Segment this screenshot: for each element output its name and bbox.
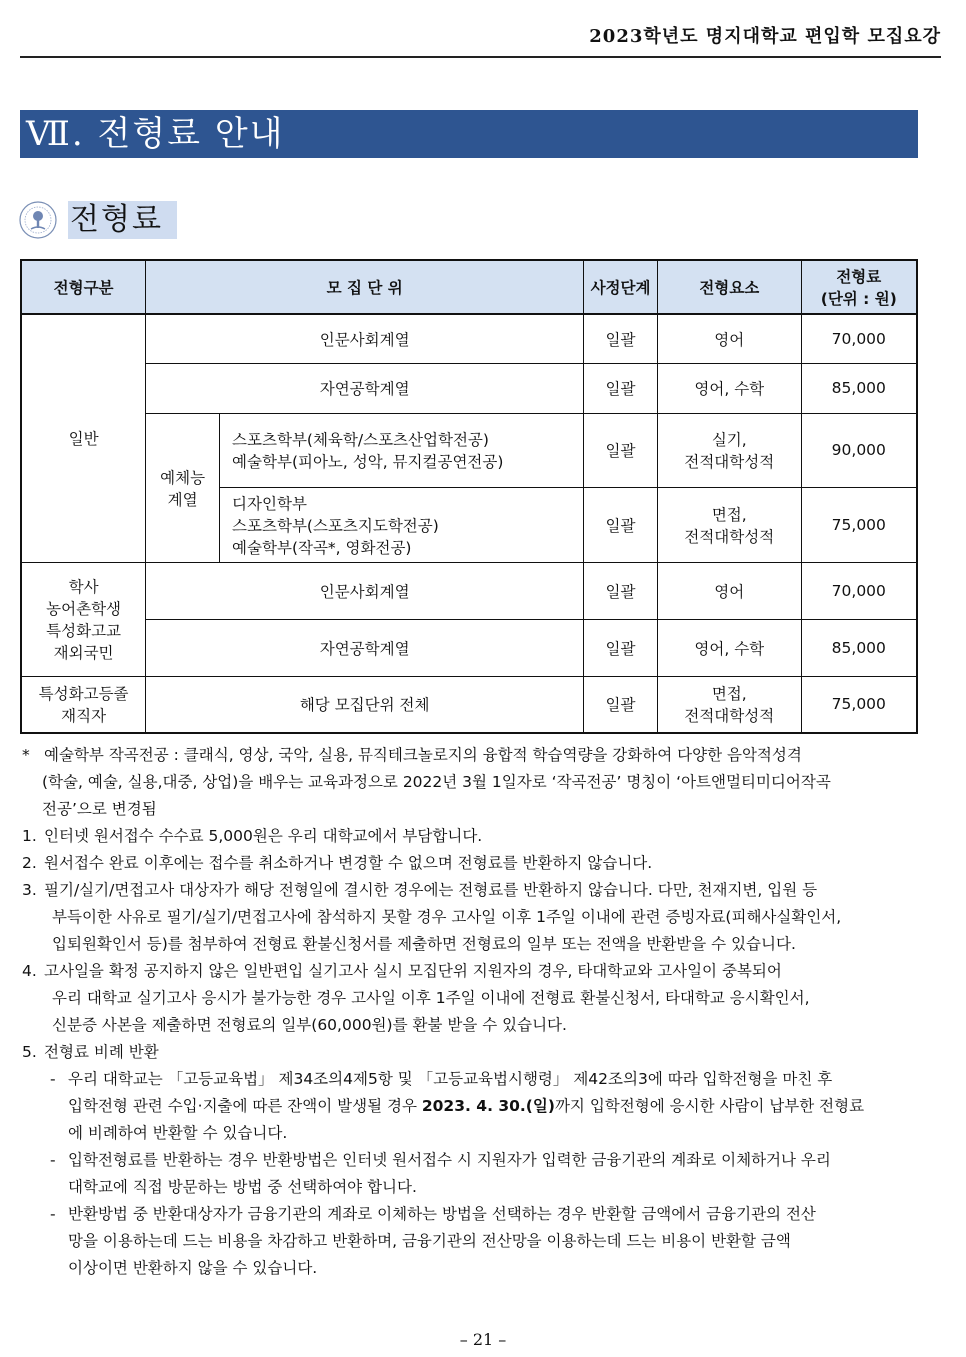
stage-cell: 일괄 (584, 676, 658, 733)
unit-cell: 자연공학계열 (146, 363, 584, 413)
element-line: 실기, (711, 431, 747, 449)
element-cell (657, 413, 801, 487)
note-text: 신분증 사본을 제출하면 전형료의 일부(60,000원)를 환불 받을 수 있습니다. (52, 1016, 567, 1034)
fee-table (20, 259, 918, 734)
unit-cell: 자연공학계열 (146, 619, 584, 676)
note-text: 필기/실기/면접고사 대상자가 해당 전형일에 결시한 경우에는 전형료를 반환하지 않습니다. 다만, 천재지변, 입원 등 (44, 881, 818, 899)
stage-cell: 일괄 (584, 619, 658, 676)
note-text: 대학교에 직접 방문하는 방법 중 선택하여야 합니다. (68, 1178, 417, 1196)
note-text: 까지 입학전형에 응시한 사람이 납부한 전형료 (554, 1097, 865, 1115)
element-line: 전적대학성적 (684, 453, 775, 471)
table-row (21, 619, 917, 676)
table-header-row (21, 260, 917, 314)
asterisk-mark: * (22, 746, 30, 764)
fee-cell: 85,000 (801, 363, 917, 413)
header-fee-line1: 전형료 (836, 268, 882, 286)
note-text: (학술, 예술, 실용,대중, 상업)을 배우는 교육과정으로 2022년 3월 1일자로 ‘작곡전공’ 명칭이 ‘아트앤멀티미디어작곡 (42, 773, 831, 791)
unit-cell: 인문사회계열 (146, 562, 584, 619)
header-element: 전형요소 (657, 260, 801, 314)
sub-item (22, 1201, 942, 1228)
note-text: 전공’으로 변경됨 (42, 800, 157, 818)
note-text: 우리 대학교 실기고사 응시가 불가능한 경우 고사일 이후 1주일 이내에 전형료 환불신청서, 타대학교 응시확인서, (52, 989, 810, 1007)
element-cell (657, 487, 801, 562)
page-number: – 21 – (459, 1330, 507, 1349)
fee-cell: 75,000 (801, 487, 917, 562)
note-text: 이상이면 반환하지 않을 수 있습니다. (68, 1259, 318, 1277)
group-worker-line: 특성화고등졸 (38, 685, 129, 704)
section-title: Ⅶ. 전형료 안내 (20, 110, 918, 158)
fee-cell: 70,000 (801, 562, 917, 619)
note-text: 원서접수 완료 이후에는 접수를 취소하거나 변경할 수 없으며 전형료를 반환하지 않습니다. (44, 854, 653, 872)
unit-line: 스포츠학부(스포츠지도학전공) (232, 516, 439, 535)
sub-item (22, 1147, 942, 1174)
unit-line: 디자인학부 (232, 494, 307, 513)
list-item (22, 1039, 942, 1066)
note-text: 입퇴원확인서 등)를 첨부하여 전형료 환불신청서를 제출하면 전형료의 일부 또는 전액을 반환받을 수 있습니다. (52, 935, 796, 953)
table-row (21, 676, 917, 733)
table-row (21, 413, 917, 487)
item-number: 4. (22, 962, 37, 980)
item-number: 2. (22, 854, 37, 872)
header-category: 전형구분 (21, 260, 146, 314)
element-cell: 영어, 수학 (657, 619, 801, 676)
note-text: 인터넷 원서접수 수수료 5,000원은 우리 대학교에서 부담합니다. (44, 827, 483, 845)
asterisk-note (22, 742, 942, 769)
item-number: 1. (22, 827, 37, 845)
group-special-line: 학사 (68, 578, 99, 596)
unit-cell (220, 487, 584, 562)
sub-item-line (22, 1093, 942, 1120)
item-number: 5. (22, 1043, 37, 1061)
stage-cell: 일괄 (584, 363, 658, 413)
subsection-title: 전형료 (68, 201, 177, 239)
element-cell: 영어, 수학 (657, 363, 801, 413)
header-unit: 모 집 단 위 (146, 260, 584, 314)
note-text: 우리 대학교는 「고등교육법」 제34조의4제5항 및 「고등교육법시행령」 제42조의3에 따라 입학전형을 마친 후 (68, 1070, 833, 1088)
group-arts-line2: 계열 (167, 490, 198, 509)
running-header: 2023학년도 명지대학교 편입학 모집요강 (20, 22, 941, 58)
group-special (21, 562, 146, 676)
group-special-line: 특성화고교 (46, 622, 122, 640)
element-cell: 영어 (657, 562, 801, 619)
element-line: 전적대학성적 (684, 707, 775, 726)
header-fee-line2: (단위 : 원) (820, 290, 897, 308)
item-number: 3. (22, 881, 37, 899)
list-item (22, 877, 942, 904)
stage-cell: 일괄 (584, 487, 658, 562)
group-worker (21, 676, 146, 733)
unit-line: 예술학부(작곡*, 영화전공) (232, 538, 412, 557)
group-arts (146, 413, 220, 562)
fee-cell: 85,000 (801, 619, 917, 676)
dash-mark: - (50, 1205, 56, 1223)
note-text: 고사일을 확정 공지하지 않은 일반편입 실기고사 실시 모집단위 지원자의 경우, 타대학교와 고사일이 중복되어 (44, 962, 782, 980)
element-line: 전적대학성적 (684, 527, 775, 546)
note-text: 전형료 비례 반환 (44, 1043, 159, 1061)
stage-cell: 일괄 (584, 413, 658, 487)
element-line: 면접, (711, 685, 747, 704)
fee-cell: 90,000 (801, 413, 917, 487)
list-item (22, 958, 942, 985)
university-emblem-icon (18, 200, 58, 240)
fee-cell: 70,000 (801, 314, 917, 363)
header-stage: 사정단계 (584, 260, 658, 314)
subsection-heading (18, 200, 177, 240)
group-general: 일반 (21, 314, 146, 562)
table-row (21, 363, 917, 413)
fee-cell: 75,000 (801, 676, 917, 733)
note-text: 예술학부 작곡전공 : 클래식, 영상, 국악, 실용, 뮤직테크놀로지의 융합적 학습역량을 강화하여 다양한 음악적성격 (44, 746, 802, 764)
note-text: 에 비례하여 반환할 수 있습니다. (68, 1124, 288, 1142)
table-row (21, 314, 917, 363)
sub-item (22, 1066, 942, 1093)
note-text: 반환방법 중 반환대상자가 금융기관의 계좌로 이체하는 방법을 선택하는 경우 반환할 금액에서 금융기관의 전산 (68, 1205, 816, 1223)
stage-cell: 일괄 (584, 314, 658, 363)
list-item (22, 850, 942, 877)
element-cell: 영어 (657, 314, 801, 363)
notes (22, 742, 942, 1282)
element-cell (657, 676, 801, 733)
dash-mark: - (50, 1070, 56, 1088)
group-special-line: 재외국민 (53, 644, 114, 662)
list-item (22, 823, 942, 850)
header-fee (801, 260, 917, 314)
unit-cell: 해당 모집단위 전체 (146, 676, 584, 733)
refund-deadline: 2023. 4. 30.(일) (421, 1097, 555, 1115)
unit-cell: 인문사회계열 (146, 314, 584, 363)
element-line: 면접, (711, 505, 747, 524)
stage-cell: 일괄 (584, 562, 658, 619)
note-text: 망을 이용하는데 드는 비용을 차감하고 반환하며, 금융기관의 전산망을 이용하는데 드는 비용이 반환할 금액 (68, 1232, 791, 1250)
table-row (21, 562, 917, 619)
unit-line: 예술학부(피아노, 성악, 뮤지컬공연전공) (232, 453, 504, 471)
note-text: 입학전형 관련 수입·지출에 따른 잔액이 발생될 경우 (68, 1097, 422, 1115)
dash-mark: - (50, 1151, 56, 1169)
group-arts-line1: 예체능 (160, 468, 206, 487)
note-text: 입학전형료를 반환하는 경우 반환방법은 인터넷 원서접수 시 지원자가 입력한 금융기관의 계좌로 이체하거나 우리 (68, 1151, 831, 1169)
group-special-line: 농어촌학생 (46, 600, 122, 618)
group-worker-line: 재직자 (61, 707, 107, 726)
unit-cell (220, 413, 584, 487)
note-text: 부득이한 사유로 필기/실기/면접고사에 참석하지 못할 경우 고사일 이후 1주일 이내에 관련 증빙자료(피해사실확인서, (52, 908, 842, 926)
unit-line: 스포츠학부(체육학/스포츠산업학전공) (232, 431, 489, 449)
